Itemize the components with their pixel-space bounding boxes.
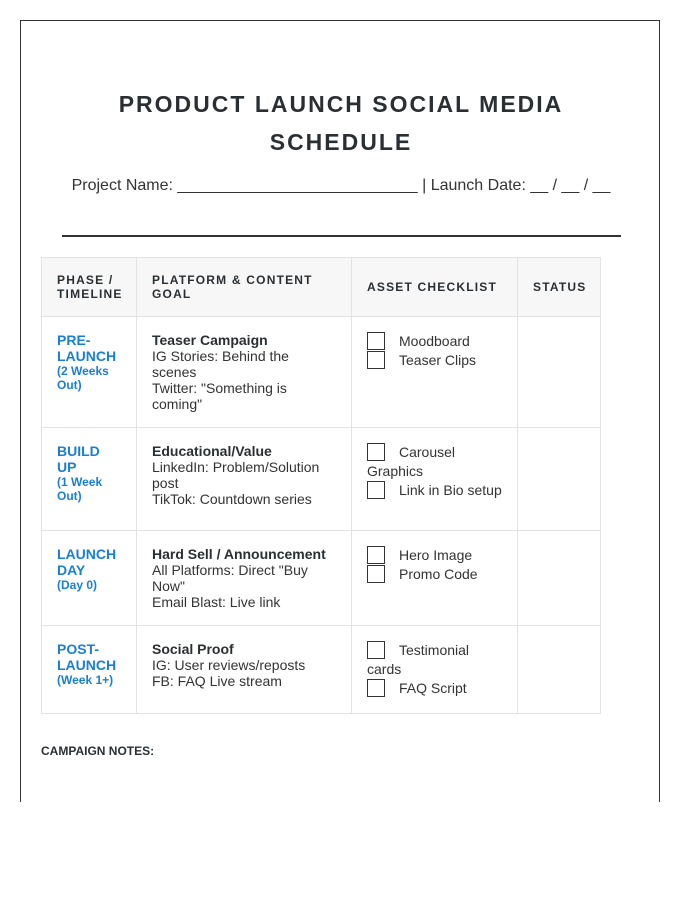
asset-item: Testimonial cards	[367, 642, 470, 677]
page-title: PRODUCT LAUNCH SOCIAL MEDIA SCHEDULE	[118, 91, 564, 155]
phase-cell	[42, 317, 137, 428]
goal-line: TikTok: Countdown series	[152, 491, 312, 507]
asset-item: Teaser Clips	[367, 351, 502, 370]
asset-item: Carousel Graphics	[367, 444, 456, 479]
goal-title: Teaser Campaign	[152, 332, 268, 348]
goal-title: Social Proof	[152, 641, 234, 657]
asset-item: Moodboard	[367, 332, 502, 351]
phase-cell	[42, 531, 137, 626]
goal-title: Educational/Value	[152, 443, 272, 459]
checkbox[interactable]	[367, 481, 385, 499]
asset-cell	[352, 531, 518, 626]
phase-label: POST-LAUNCH	[57, 641, 117, 673]
checkbox[interactable]	[367, 565, 385, 583]
phase-cell	[42, 428, 137, 531]
goal-title: Hard Sell / Announcement	[152, 546, 326, 562]
divider	[62, 235, 621, 237]
goal-line: Email Blast: Live link	[152, 594, 281, 610]
goal-cell	[137, 626, 352, 714]
goal-line: LinkedIn: Problem/Solution post	[152, 459, 320, 491]
checkbox[interactable]	[367, 351, 385, 369]
campaign-notes-label: CAMPAIGN NOTES:	[41, 744, 155, 758]
checkbox[interactable]	[367, 679, 385, 697]
asset-item: FAQ Script	[367, 679, 502, 698]
phase-timeline: (1 Week Out)	[57, 475, 103, 503]
phase-timeline: (Week 1+)	[57, 673, 114, 687]
goal-line: IG: User reviews/reposts	[152, 657, 306, 673]
phase-label: PRE-LAUNCH	[57, 332, 117, 364]
status-cell[interactable]	[518, 531, 601, 626]
phase-cell	[42, 626, 137, 714]
asset-item: Link in Bio setup	[367, 481, 502, 500]
goal-cell	[137, 531, 352, 626]
checkbox[interactable]	[367, 546, 385, 564]
phase-timeline: (2 Weeks Out)	[57, 364, 109, 392]
checkbox[interactable]	[367, 443, 385, 461]
goal-line: All Platforms: Direct "Buy Now"	[152, 562, 308, 594]
status-cell[interactable]	[518, 428, 601, 531]
goal-line: FB: FAQ Live stream	[152, 673, 282, 689]
phase-label: BUILD UP	[57, 443, 100, 475]
table-row	[42, 428, 601, 531]
header-goal: PLATFORM & CONTENT GOAL	[137, 258, 352, 317]
checkbox[interactable]	[367, 332, 385, 350]
asset-cell	[352, 626, 518, 714]
schedule-table	[41, 257, 601, 714]
asset-cell	[352, 317, 518, 428]
phase-timeline: (Day 0)	[57, 578, 98, 592]
status-cell[interactable]	[518, 317, 601, 428]
table-row	[42, 531, 601, 626]
asset-item: Hero Image	[367, 546, 502, 565]
asset-cell	[352, 428, 518, 531]
table-header-row	[42, 258, 601, 317]
goal-cell	[137, 317, 352, 428]
checkbox[interactable]	[367, 641, 385, 659]
goal-line: IG Stories: Behind the scenes	[152, 348, 289, 380]
table-row	[42, 626, 601, 714]
header-assets: ASSET CHECKLIST	[352, 258, 518, 317]
status-cell[interactable]	[518, 626, 601, 714]
phase-label: LAUNCH DAY	[57, 546, 117, 578]
goal-line: Twitter: "Something is coming"	[152, 380, 287, 412]
header-status: STATUS	[518, 258, 601, 317]
table-row	[42, 317, 601, 428]
header-phase: PHASE / TIMELINE	[42, 258, 137, 317]
goal-cell	[137, 428, 352, 531]
project-meta-line: Project Name: ___________________________ | Launch Date: __ / __ / __	[71, 177, 611, 194]
asset-item: Promo Code	[367, 565, 502, 584]
